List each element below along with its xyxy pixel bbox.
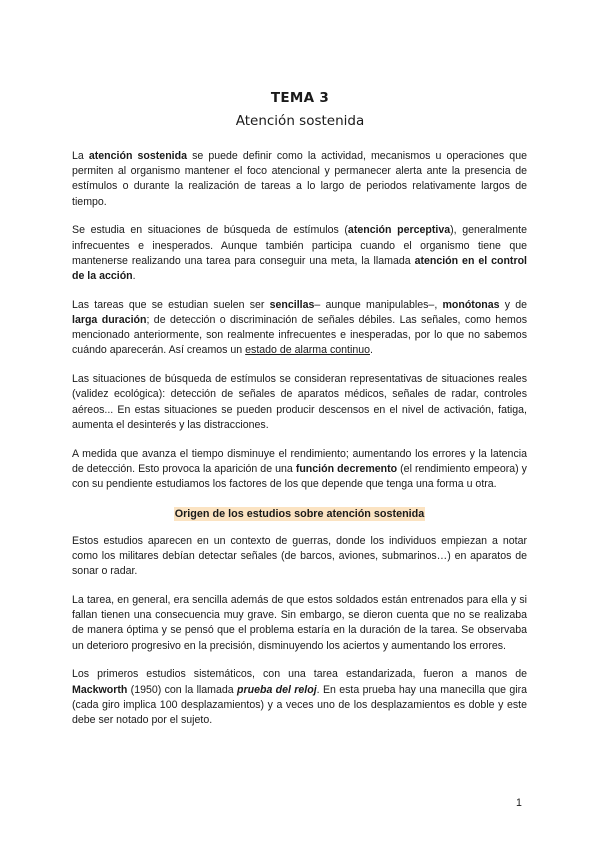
bold-term: larga duración bbox=[72, 314, 147, 327]
paragraph-definition bbox=[72, 149, 527, 210]
bold-term: atención sostenida bbox=[88, 150, 187, 162]
text-run: Se estudia en situaciones de búsqueda de estímulos ( bbox=[72, 224, 348, 237]
text-run: . En esta prueba hay una manecilla que gira (cada giro implica 100 desplazamientos) y a veces uno de los desplazamientos es doble y este debe ser notado por el sujeto. bbox=[72, 683, 528, 727]
paragraph-origin bbox=[72, 534, 527, 580]
text-run: se puede definir como la actividad, mecanismos u operaciones que permiten al organismo mantener el foco atencional y permanecer alerta ante la presencia de estímulos o durante la realización de tareas a lo largo de periodos relativamente largos de tiempo. bbox=[72, 150, 527, 208]
paragraph-tasks bbox=[72, 298, 527, 359]
paragraph-decrement bbox=[72, 447, 527, 493]
paragraph-situations bbox=[72, 223, 527, 284]
bold-term: Mackworth bbox=[72, 683, 128, 696]
text-run: (el rendimiento empeora) y con su pendiente estudiamos los factores de los que depende que tenga una forma u otra. bbox=[72, 462, 527, 491]
section-heading bbox=[72, 506, 527, 522]
paragraph-mackworth bbox=[72, 667, 527, 728]
text-run: A medida que avanza el tiempo disminuye el rendimiento; aumentando los errores y la latencia de detección. Esto provoca la aparición de una bbox=[72, 447, 527, 475]
document-body bbox=[72, 149, 527, 742]
bold-term: sencillas bbox=[269, 298, 315, 311]
bold-term: función decremento bbox=[295, 462, 398, 475]
text-run: . bbox=[370, 344, 373, 357]
bold-term: atención perceptiva bbox=[347, 224, 451, 237]
paragraph-task-description bbox=[72, 593, 527, 654]
paragraph-real-situations bbox=[72, 372, 527, 433]
underlined-term: estado de alarma continuo bbox=[245, 344, 370, 357]
text-run: Estos estudios aparecen en un contexto de guerras, donde los individuos empiezan a notar como los militares debían detectar señales (de barcos, aviones, submarinos…) en aparatos de sonar o radar. bbox=[72, 534, 527, 578]
section-heading-text: Origen de los estudios sobre atención sostenida bbox=[174, 507, 425, 520]
text-run: (1950) con la llamada bbox=[127, 683, 238, 696]
bold-term: monótonas bbox=[442, 298, 500, 311]
text-run: . bbox=[132, 270, 136, 283]
page-title: TEMA 3 bbox=[270, 90, 330, 106]
page-subtitle: Atención sostenida bbox=[235, 113, 365, 129]
text-run: Las tareas que se estudian suelen ser bbox=[72, 298, 270, 311]
page-number: 1 bbox=[516, 797, 522, 809]
bold-italic-term: prueba del reloj bbox=[237, 683, 317, 696]
bold-term: atención en el control de la acción bbox=[72, 254, 527, 283]
text-run: Los primeros estudios sistemáticos, con una tarea estandarizada, fueron a manos de bbox=[72, 668, 527, 681]
text-run: La tarea, en general, era sencilla además de que estos soldados están entrenados para ella y si fallan tienen una consecuencia muy grave. Sin embargo, se dieron cuenta que no se realizaba de manera óptima y se pensó que el problema estaría en la duración de la tarea. Se observaba un deterioro progresivo en la precisión, disminuyendo los aciertos y aumentando los errores. bbox=[72, 594, 527, 652]
text-run: ; de detección o discriminación de señales débiles. Las señales, como hemos mencionado anteriormente, son realmente infrecuentes e inesperadas, por lo que no sabemos cuándo aparecerán. Así creamos un bbox=[72, 314, 528, 357]
text-run: – aunque manipulables–, bbox=[314, 298, 443, 311]
text-run: ), generalmente infrecuentes e inesperados. Aunque también participa cuando el organismo tiene que mantenerse realizando una tarea para conseguir una meta, la llamada bbox=[72, 224, 527, 267]
text-run: Las situaciones de búsqueda de estímulos se consideran representativas de situaciones reales (validez ecológica): detección de señales de aparatos médicos, señales de radar, controles aéreos... En estas situaciones se pueden producir descensos en el nivel de activación, fatiga, aumenta el desinterés y las distracciones. bbox=[72, 373, 527, 431]
text-run: y de bbox=[499, 298, 527, 311]
text-run: La bbox=[72, 150, 89, 162]
